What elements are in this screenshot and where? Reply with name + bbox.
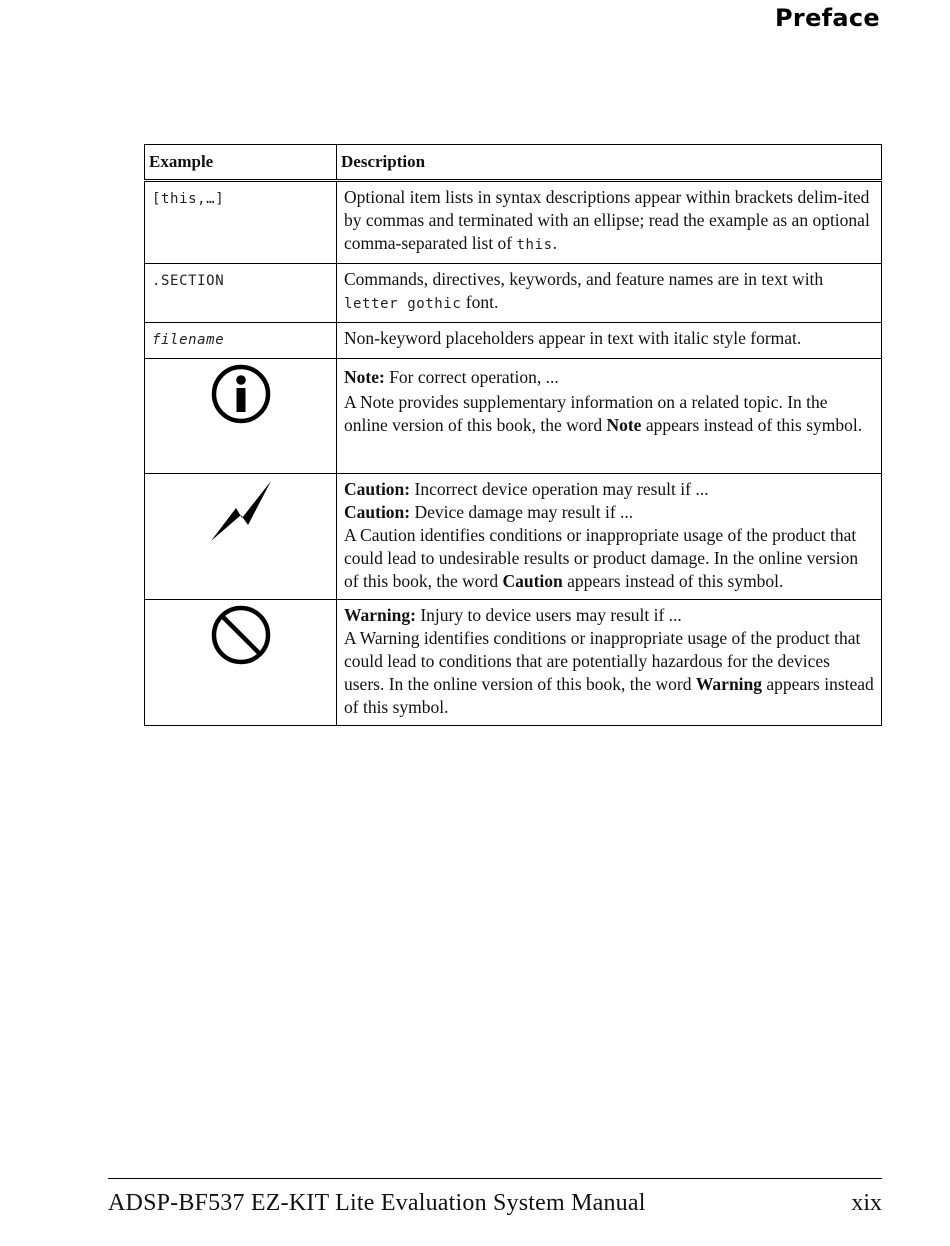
example-cell — [145, 474, 337, 600]
description-text-end: font. — [461, 292, 499, 312]
page-section-title: Preface — [775, 4, 880, 32]
caution-label: Caution: — [344, 479, 411, 499]
caution-body-bold: Caution — [502, 571, 563, 591]
warning-body-text: A Warning identifies conditions or inappropriate usage of the product that could lead to conditions that are potentially hazardous for the devices users. In the online version of this book, the word — [344, 628, 861, 694]
footer-manual-title: ADSP-BF537 EZ-KIT Lite Evaluation System Manual — [108, 1190, 646, 1216]
caution-lead-line-1 — [344, 478, 874, 501]
description-text: Commands, directives, keywords, and feature names are in text with — [344, 269, 824, 289]
example-code: filename — [152, 332, 225, 348]
footer-page-number: xix — [851, 1190, 882, 1216]
conventions-table — [144, 144, 882, 726]
example-cell — [145, 600, 337, 726]
description-text: Optional item lists in syntax descriptions appear within brackets delim-ited by commas and terminated with an ellipse; read the example as an optional comma-separated list of — [344, 187, 870, 253]
note-lead-line — [344, 366, 874, 389]
caution-lead-text: Device damage may result if ... — [410, 502, 634, 522]
table-row — [145, 600, 882, 726]
example-cell — [145, 181, 337, 264]
description-code: letter gothic — [344, 296, 462, 312]
column-header-example: Example — [145, 145, 337, 181]
caution-lead-text: Incorrect device operation may result if ... — [410, 479, 709, 499]
description-cell — [337, 181, 882, 264]
column-header-description: Description — [337, 145, 882, 181]
footer-divider — [108, 1178, 882, 1179]
description-cell — [337, 474, 882, 600]
warning-body — [344, 627, 874, 719]
warning-label: Warning: — [344, 605, 416, 625]
table-row — [145, 474, 882, 600]
warning-body-end: appears instead of this symbol. — [344, 674, 874, 717]
caution-body — [344, 524, 874, 593]
example-code: [this,…] — [152, 191, 225, 207]
note-lead-text: For correct operation, ... — [384, 367, 559, 387]
caution-body-end: appears instead of this symbol. — [562, 571, 784, 591]
table-row — [145, 181, 882, 264]
info-circle-icon — [210, 363, 272, 425]
table-row — [145, 359, 882, 474]
warning-lead-line — [344, 604, 874, 627]
caution-label: Caution: — [344, 502, 411, 522]
lightning-bolt-icon — [208, 478, 274, 544]
prohibited-circle-icon — [210, 604, 272, 666]
description-cell — [337, 323, 882, 359]
warning-body-bold: Warning — [695, 674, 763, 694]
description-code: this — [516, 237, 553, 253]
note-body-text: A Note provides supplementary information on a related topic. In the online version of this book, the word — [344, 392, 828, 435]
description-cell — [337, 600, 882, 726]
note-body — [344, 392, 862, 435]
caution-lead-line-2 — [344, 501, 874, 524]
example-cell — [145, 264, 337, 323]
table-row — [145, 264, 882, 323]
note-body-end: appears instead of this symbol. — [641, 415, 863, 435]
caution-body-text: A Caution identifies conditions or inappropriate usage of the product that could lead to undesirable results or product damage. In the online version of this book, the word — [344, 525, 859, 591]
description-text: Non-keyword placeholders appear in text with italic style format. — [344, 328, 802, 348]
description-cell — [337, 264, 882, 323]
table-row — [145, 323, 882, 359]
example-cell — [145, 323, 337, 359]
warning-lead-text: Injury to device users may result if ... — [415, 605, 682, 625]
example-code: .SECTION — [152, 273, 225, 289]
note-body-bold: Note — [606, 415, 642, 435]
description-cell — [337, 359, 882, 474]
example-cell — [145, 359, 337, 474]
note-label: Note: — [344, 367, 385, 387]
description-text-end: . — [552, 233, 558, 253]
table-header-row — [145, 145, 882, 181]
